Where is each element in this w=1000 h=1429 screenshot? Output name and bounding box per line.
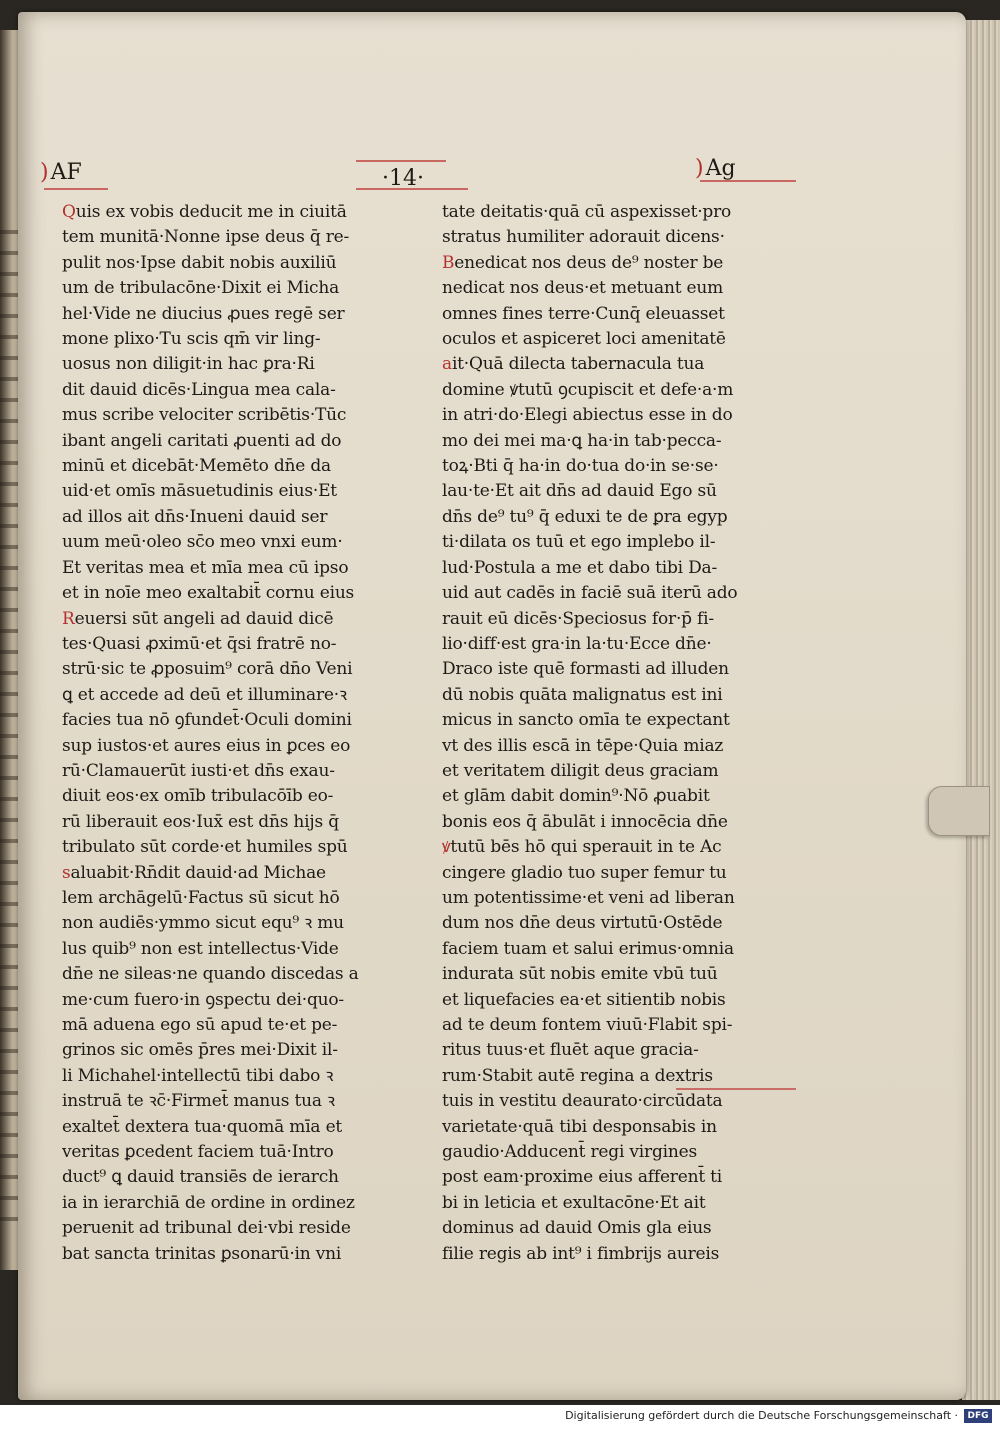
text-line: post eam·proxime eius afferent̄ ti [442, 1167, 723, 1188]
book-fore-edge [962, 20, 1000, 1400]
text-line: minū et dicebāt·Memēto dn̄e da [62, 456, 331, 477]
text-line: lio·diff·est gra·in la·tu·Ecce dn̄e· [442, 633, 712, 654]
text-line: indurata sūt nobis emite vbū tuū [442, 964, 718, 985]
text-line: faciem tuam et salui erimus·omnia [442, 938, 734, 959]
folio-number: ·14· [382, 166, 424, 191]
text-line: lau·te·Et ait dn̄s ad dauid Ego sū [442, 481, 717, 502]
text-line: dit dauid dicēs·Lingua mea cala- [62, 379, 336, 400]
text-line: facies tua nō ꝯfundet̄·Oculi domini [62, 710, 352, 731]
digitization-footer [0, 1405, 1000, 1429]
text-line: ia in ierarchiā de ordine in ordinez [62, 1192, 355, 1213]
text-line: peruenit ad tribunal dei·vbi reside [62, 1218, 351, 1239]
text-line: varietate·quā tibi desponsabis in [442, 1116, 717, 1137]
left-text-column [62, 200, 404, 1267]
header-right: )Ag [695, 156, 736, 181]
text-line: ꝗ et accede ad deū et illuminare·ꝛ [62, 684, 347, 705]
text-line: instruā te ꝛc̄·Firmet̄ manus tua ꝛ [62, 1091, 335, 1112]
facing-page-text-traces [0, 230, 20, 1230]
text-line: micus in sancto omīa te expectant [442, 710, 730, 731]
text-line: mone plixo·Tu scis qm̄ vir ling- [62, 329, 321, 350]
text-line: dn̄s de⁹ tu⁹ q̄ eduxi te de ꝑra egyp [442, 506, 728, 527]
text-line: sup iustos·et aures eius in ꝑces eo [62, 735, 351, 756]
header-right-text: Ag [705, 156, 736, 181]
text-line: bonis eos q̄ ābulāt i innocēcia dn̄e [442, 811, 728, 832]
text-line: rum·Stabit autē regina a dextris [442, 1065, 713, 1086]
text-line: li Michahel·intellectū tibi dabo ꝛ [62, 1065, 334, 1086]
text-line: uid aut cadēs in faciē suā iterū ado [442, 583, 738, 604]
text-line: hel·Vide ne diucius ꝓues regē ser [62, 303, 345, 324]
text-line: stratus humiliter adorauit dicens· [442, 227, 725, 248]
header-left: )AF [40, 160, 82, 185]
text-line: Quis ex vobis deducit me in ciuitā [62, 202, 347, 222]
text-line: Draco iste quē formasti ad illuden [442, 659, 729, 680]
dfg-logo: DFG [964, 1409, 992, 1423]
rubricated-initial: ꝟ [442, 837, 451, 858]
text-line: me·cum fuero·in ꝯspectu dei·quo- [62, 989, 344, 1010]
text-line: vt des illis escā in tēpe·Quia miaz [442, 735, 724, 756]
text-line: rū liberauit eos·Iux̄ est dn̄s hijs q̄ [62, 811, 339, 832]
text-line: filie regis ab int⁹ i fimbrijs aureis [442, 1243, 720, 1264]
header-left-text: AF [50, 160, 82, 185]
text-line: ad te deum fontem viuū·Flabit spi- [442, 1015, 733, 1035]
text-line: uum meū·oleo sc̄o meo vnxi eum· [62, 532, 343, 553]
text-line: dum nos dn̄e deus virtutū·Ostēde [442, 913, 723, 934]
text-line: non audiēs·ymmo sicut equ⁹ ꝛ mu [62, 913, 344, 934]
text-line: um potentissime·et veni ad liberan [442, 887, 735, 908]
text-line: mo dei mei ma·ꝗ ha·in tab·pecca- [442, 430, 722, 451]
text-line: gaudio·Adducent̄ regi virgines [442, 1142, 698, 1163]
text-line: rū·Clamauerūt iusti·et dn̄s exau- [62, 760, 335, 781]
text-line: et veritatem diligit deus graciam [442, 760, 719, 781]
text-line: lus quib⁹ non est intellectus·Vide [62, 938, 339, 959]
text-line: et in noīe meo exaltabit̄ cornu eius [62, 583, 355, 604]
text-line: tem munitā·Nonne ipse deus q̄ re- [62, 227, 350, 248]
section-end-rule [676, 1088, 796, 1090]
text-line: lud·Postula a me et dabo tibi Da- [442, 557, 717, 578]
text-line: bi in leticia et exultacōne·Et ait [442, 1192, 706, 1213]
rubricated-initial: Q [62, 202, 76, 222]
text-line: et glām dabit domin⁹·Nō ꝓuabit [442, 786, 710, 807]
text-line: mā aduena ego sū apud te·et pe- [62, 1015, 338, 1035]
text-line: bat sancta trinitas ꝑsonarū·in vni [62, 1243, 342, 1264]
text-line: omnes fines terre·Cunq̄ eleuasset [442, 303, 725, 324]
text-line: in atri·do·Elegi abiectus esse in do [442, 405, 733, 426]
text-line: rauit eū dicēs·Speciosus for·p̄ fi- [442, 608, 714, 629]
text-line: strū·sic te ꝓposuim⁹ corā dn̄o Veni [62, 659, 353, 680]
text-line: Et veritas mea et mīa mea cū ipso [62, 557, 349, 578]
text-line: toꝝ·Bti q̄ ha·in do·tua do·in se·se· [442, 456, 719, 477]
text-line: pulit nos·Ipse dabit nobis auxiliū [62, 252, 337, 273]
text-line: cingere gladio tuo super femur tu [442, 862, 727, 883]
text-line: tribulato sūt corde·et humiles spū [62, 837, 348, 858]
footer-credit: Digitalisierung gefördert durch die Deutsche Forschungsgemeinschaft · [565, 1409, 958, 1422]
text-line: ti·dilata os tuū et ego implebo il- [442, 532, 716, 553]
text-line: exaltet̄ dextera tua·quomā mīa et [62, 1116, 343, 1137]
text-line: lem archāgelū·Factus sū sicut hō [62, 887, 340, 908]
page-tab-marker [928, 786, 990, 836]
text-line: ibant angeli caritati ꝓuenti ad do [62, 430, 342, 451]
text-line: dū nobis quāta malignatus est ini [442, 684, 723, 705]
text-line: uid·et omīs māsuetudinis eius·Et [62, 481, 337, 502]
rubricated-initial: a [442, 354, 452, 375]
text-line: tes·Quasi ꝓximū·et q̄si fratrē no- [62, 633, 337, 654]
text-line: dn̄e ne sileas·ne quando discedas a [62, 964, 359, 985]
text-line: ait·Quā dilecta tabernacula tua [442, 354, 705, 375]
right-text-column [442, 200, 772, 1267]
text-line: dominus ad dauid Omis gla eius [442, 1218, 712, 1239]
text-line: Benedicat nos deus de⁹ noster be [442, 252, 724, 273]
text-line: oculos et aspiceret loci amenitatē [442, 329, 726, 350]
text-line: Reuersi sūt angeli ad dauid dicē [62, 608, 334, 629]
text-line: veritas ꝑcedent faciem tuā·Intro [62, 1142, 334, 1163]
text-line: diuit eos·ex omīb tribulacōīb eo- [62, 786, 334, 807]
text-line: tate deitatis·quā cū aspexisset·pro [442, 202, 732, 222]
text-line: domine ꝟtutū ꝯcupiscit et defe·a·m [442, 379, 734, 400]
text-line: mus scribe velociter scribētis·Tūc [62, 405, 347, 426]
rubricated-initial: R [62, 608, 75, 629]
text-line: duct⁹ ꝗ dauid transiēs de ierarch [62, 1167, 339, 1188]
rubricated-initial: B [442, 252, 455, 273]
text-line: ad illos ait dn̄s·Inueni dauid ser [62, 506, 328, 527]
text-line: um de tribulacōne·Dixit ei Micha [62, 278, 340, 299]
text-line: ritus tuus·et fluēt aque gracia- [442, 1040, 699, 1061]
text-line: nedicat nos deus·et metuant eum [442, 278, 724, 299]
text-line: ꝟtutū bēs hō qui sperauit in te Ac [442, 837, 722, 858]
header-left-rule [44, 188, 108, 190]
text-line: uosus non diligit·in hac ꝑra·Ri [62, 354, 315, 375]
rubricated-initial: s [62, 862, 71, 883]
header-middle-top-rule [356, 160, 446, 162]
text-line: et liquefacies ea·et sitientib nobis [442, 989, 726, 1010]
text-line: grinos sic omēs p̄res mei·Dixit il- [62, 1040, 338, 1061]
text-line: tuis in vestitu deaurato·circūdata [442, 1091, 723, 1112]
text-line: saluabit·Rn̄dit dauid·ad Michae [62, 862, 326, 883]
